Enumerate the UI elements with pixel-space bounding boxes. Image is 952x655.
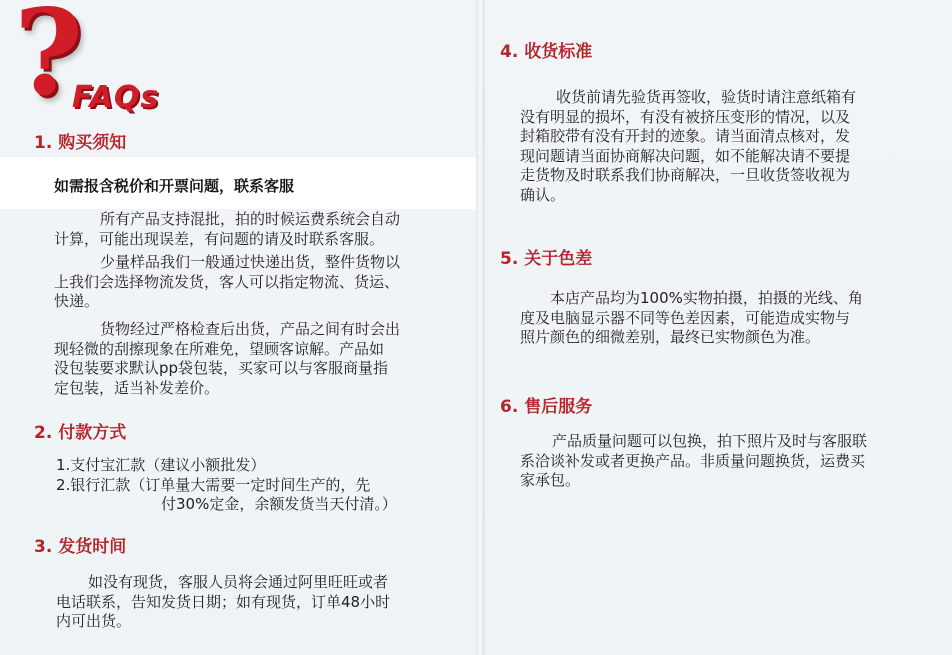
text-line: 定包装，适当补发差价。: [54, 378, 220, 397]
question-mark-icon: ?: [14, 0, 84, 122]
section-1-paragraph-3: [54, 320, 400, 398]
section-1-heading: 1. 购买须知: [34, 133, 127, 153]
column-divider: [476, 0, 484, 655]
section-1-paragraph-1: [54, 210, 400, 249]
text-line: 所有产品支持混批，拍的时候运费系统会自动: [100, 210, 401, 228]
text-line: 度及电脑显示器不同等色差因素，可能造成实物与: [520, 308, 851, 327]
text-line: 现轻微的刮擦现象在所难免，望顾客谅解。产品如: [54, 339, 385, 358]
list-item: 1.支付宝汇款（建议小额批发）: [56, 456, 266, 474]
text-line: 没包装要求默认pp袋包装，买家可以与客服商量指: [54, 359, 389, 377]
text-line: 计算，可能出现误差，有问题的请及时联系客服。: [54, 229, 385, 248]
text-line: 内可出货。: [56, 612, 132, 630]
text-line: 收货前请先验货再签收，验货时请注意纸箱有: [556, 88, 857, 106]
text-line: 封箱胶带有没有开封的迹象。请当面清点核对，发: [520, 127, 851, 145]
text-line: 电话联系，告知发货日期；如有现货，订单48小时: [56, 592, 391, 611]
section-6-paragraph: [520, 432, 867, 491]
text-line: 少量样品我们一般通过快递出货，整件货物以: [100, 253, 401, 271]
text-line: 快递。: [54, 292, 100, 310]
section-4-heading: 4. 收货标准: [500, 42, 593, 62]
section-4-paragraph: [520, 88, 856, 205]
section-3-paragraph: [56, 573, 390, 632]
text-line: 产品质量问题可以包换，拍下照片及时与客服联: [552, 432, 868, 450]
section-5-paragraph: [520, 289, 863, 348]
text-line: 上我们会选择物流发货，客人可以指定物流、货运、: [54, 272, 400, 291]
section-2-heading: 2. 付款方式: [34, 423, 127, 443]
section-3-heading: 3. 发货时间: [34, 537, 127, 557]
section-5-heading: 5. 关于色差: [500, 249, 593, 269]
text-line: 照片颜色的细微差别，最终已实物颜色为准。: [520, 328, 821, 346]
text-line: 家承包。: [520, 471, 581, 489]
invoice-notice: 如需报含税价和开票问题，联系客服: [54, 177, 295, 195]
text-line: 走货物及时联系我们协商解决，一旦收货签收视为: [520, 166, 851, 184]
section-1-paragraph-2: [54, 253, 400, 312]
text-line: 确认。: [520, 185, 566, 204]
text-line: 现问题请当面协商解决问题，如不能解决请不要提: [520, 146, 851, 165]
text-line: 货物经过严格检查后出货，产品之间有时会出: [100, 320, 401, 338]
section-6-heading: 6. 售后服务: [500, 397, 593, 417]
faqs-logo: [14, 0, 160, 122]
text-line: 系洽谈补发或者更换产品。非质量问题换货，运费买: [520, 451, 866, 470]
text-line: 没有明显的损坏，有没有被挤压变形的情况，以及: [520, 107, 851, 126]
section-2-list: [56, 456, 397, 515]
list-item: 2.银行汇款（订单量大需要一定时间生产的，先: [56, 475, 371, 494]
text-line: 本店产品均为100%实物拍摄，拍摄的光线、角: [550, 289, 863, 307]
text-line: 如没有现货，客服人员将会通过阿里旺旺或者: [88, 573, 389, 591]
faqs-logo-text: FAQs: [72, 80, 160, 115]
list-item-continued: 付30%定金，余额发货当天付清。）: [161, 495, 397, 513]
